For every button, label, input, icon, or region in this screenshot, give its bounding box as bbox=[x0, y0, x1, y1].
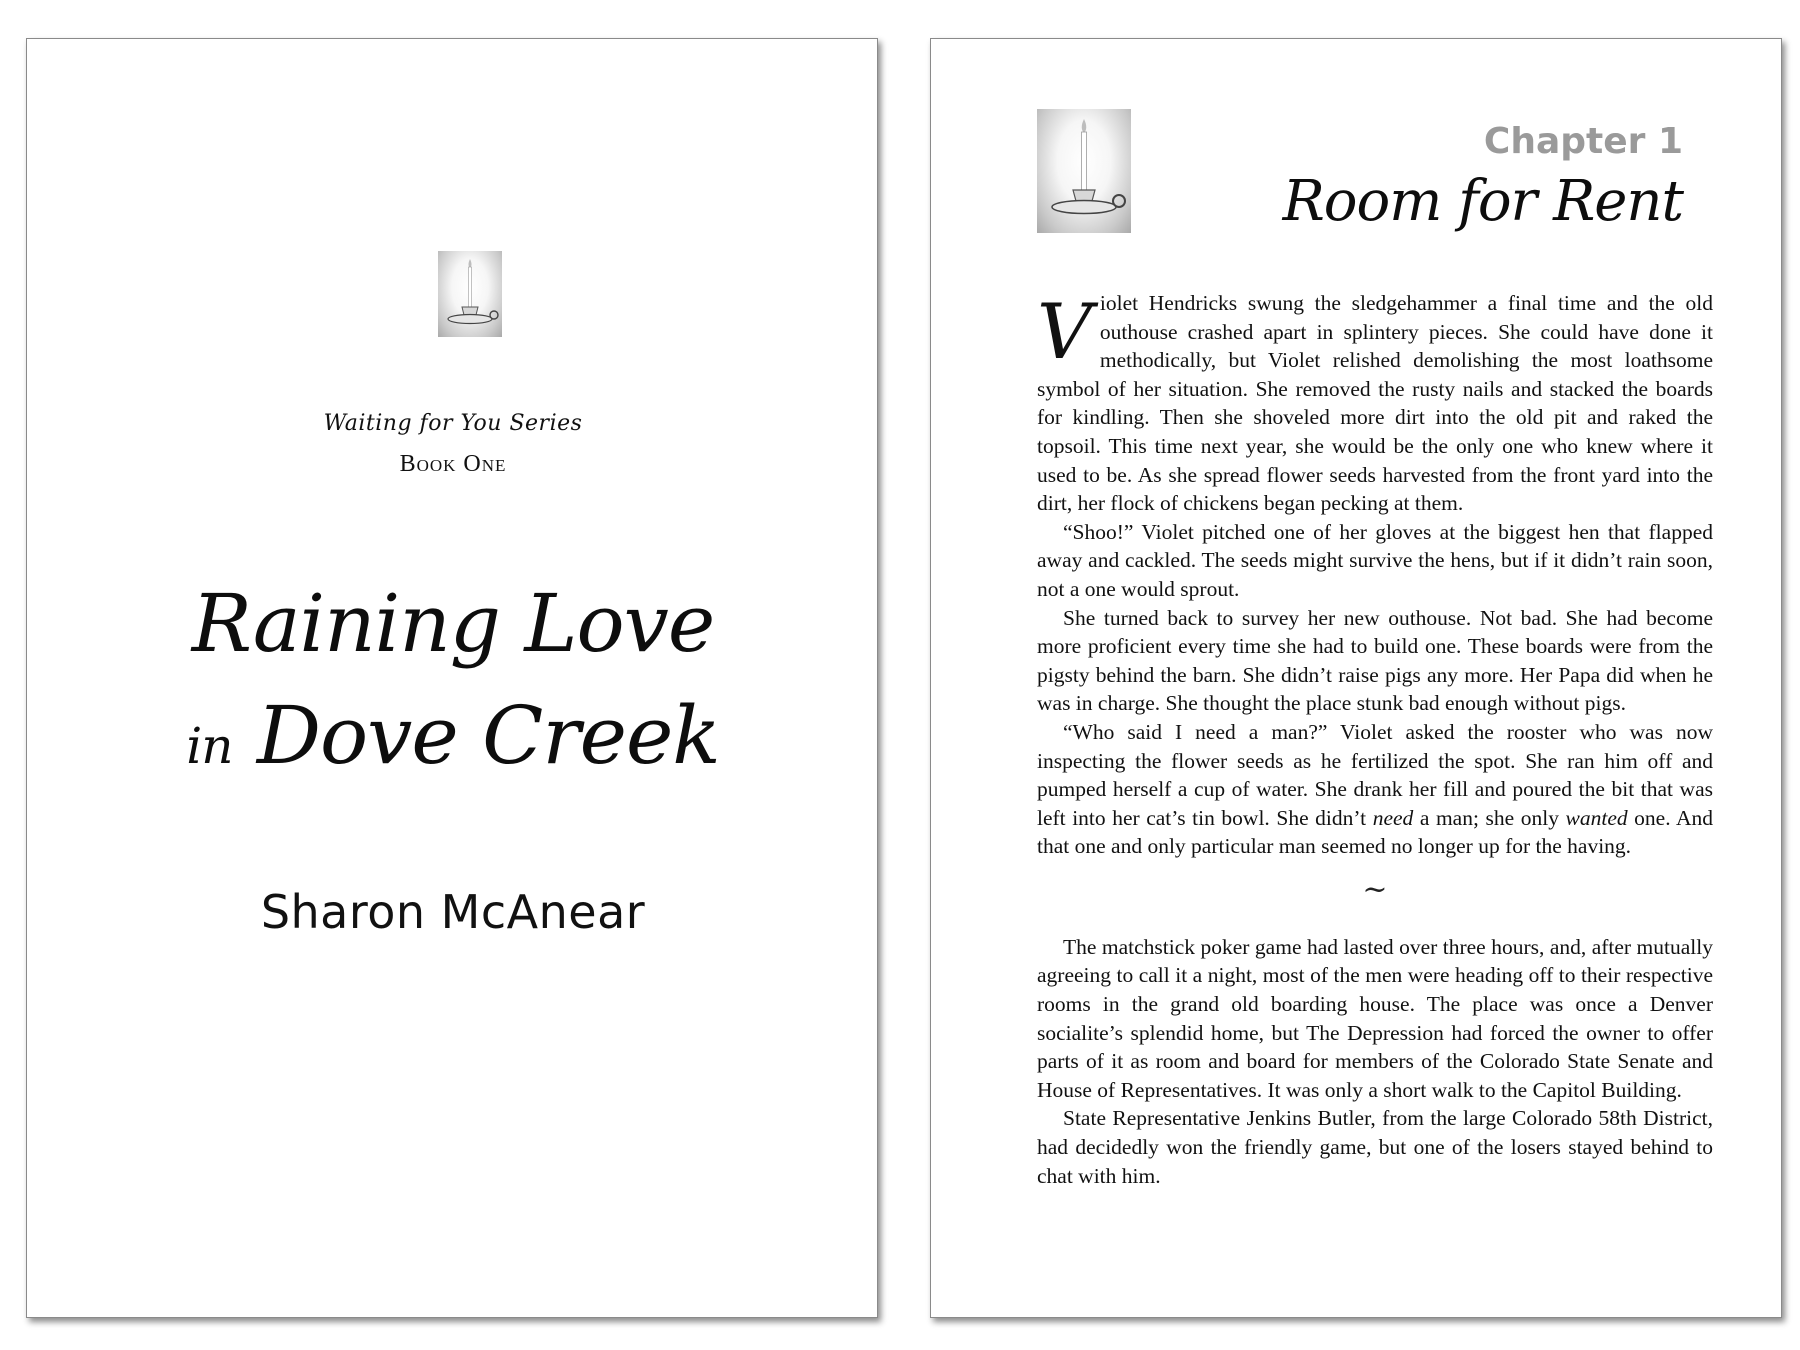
chapter-body bbox=[1037, 289, 1713, 1190]
book-title-line-1: Raining Love bbox=[191, 577, 715, 670]
book-number: Book One bbox=[399, 451, 507, 477]
paragraph-text: “Who said I need a man?” Violet asked the rooster who was now inspecting the flower seeds as he fertilized the spot. She ran him off and pumped herself a cup of water. She drank her fill and poured the bit that was left into her cat’s tin bowl. She didn’t bbox=[1037, 719, 1713, 830]
scene-break-ornament: ~ bbox=[1362, 871, 1388, 907]
candle-icon bbox=[1037, 109, 1131, 233]
book-title-line-2 bbox=[27, 689, 879, 782]
chapter-title: Room for Rent bbox=[1282, 169, 1683, 234]
paragraph-text: iolet Hendricks swung the sledgehammer a final time and the old outhouse crashed apart in splintery pieces. She could have done it methodically, but Violet relished demolishing the most loathsome symbol of her situation. She removed the rusty nails and stacked the boards for kindling. Then she shoveled more dirt into the old pit and raked the topsoil. This time next year, she would be the only one who knew where it used to be. As she spread flower seeds harvested from the front yard into the dirt, her flock of chickens began pecking at them. bbox=[1037, 291, 1713, 516]
book-title-prefix: in bbox=[186, 717, 233, 775]
emphasis-wanted: wanted bbox=[1565, 805, 1628, 830]
emphasis-need: need bbox=[1372, 805, 1414, 830]
paragraph-5: The matchstick poker game had lasted over three hours, and, after mutually agreeing to call it a night, most of the men were heading off to their respective rooms in the grand old boarding house. The place was once a Denver socialite’s splendid home, but The Depression had forced the owner to offer parts of it as room and board for members of the Colorado State Senate and House of Representatives. It was only a short walk to the Capitol Building. bbox=[1037, 934, 1713, 1102]
paragraph-3: She turned back to survey her new outhouse. Not bad. She had become more proficient every time she had to build one. These boards were from the pigsty behind the barn. She didn’t raise pigs any more. Her Papa did when he was in charge. She thought the place stunk bad enough without pigs. bbox=[1037, 605, 1713, 716]
drop-cap: V bbox=[1037, 287, 1092, 376]
candle-icon bbox=[438, 251, 502, 337]
paragraph-text: a man; she only bbox=[1413, 805, 1566, 830]
chapter-page bbox=[930, 38, 1782, 1318]
paragraph-2: “Shoo!” Violet pitched one of her gloves at the biggest hen that flapped away and cackled. The seeds might survive the hens, but if it didn’t rain soon, not a one would sprout. bbox=[1037, 519, 1713, 601]
title-page bbox=[26, 38, 878, 1318]
paragraph-1 bbox=[1037, 289, 1713, 518]
paragraph-text: one. And that one and only particular man seemed no longer up for the having. bbox=[1037, 805, 1713, 859]
series-name: Waiting for You Series bbox=[323, 411, 583, 436]
chapter-label: Chapter 1 bbox=[1483, 121, 1683, 162]
paragraph-4 bbox=[1037, 718, 1713, 861]
author-name: Sharon McAnear bbox=[260, 885, 646, 939]
book-title-main: Dove Creek bbox=[256, 689, 720, 782]
paragraph-6: State Representative Jenkins Butler, from the large Colorado 58th District, had decidedly won the friendly game, but one of the losers stayed behind to chat with him. bbox=[1037, 1106, 1713, 1188]
